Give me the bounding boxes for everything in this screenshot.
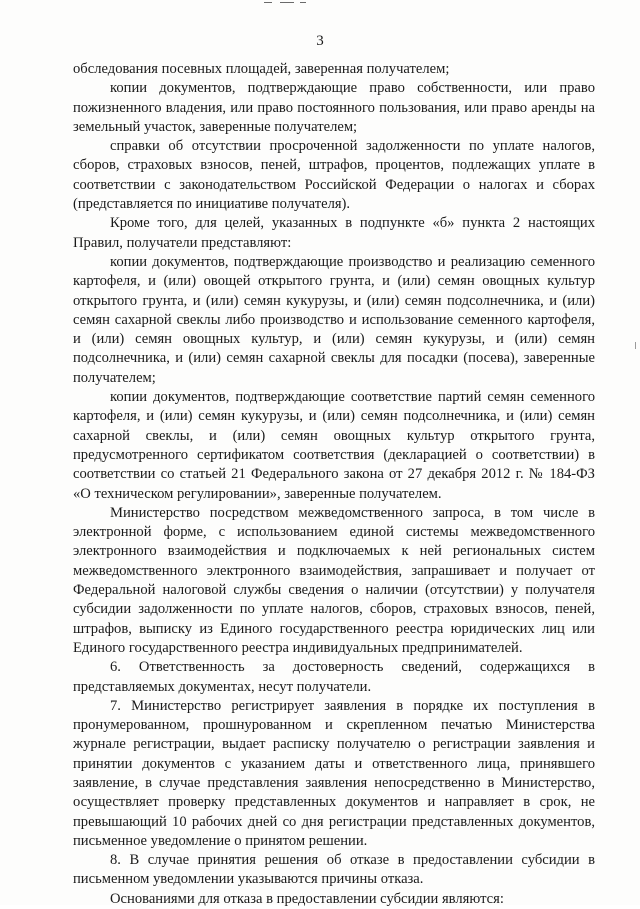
scan-artifact [262, 0, 310, 8]
paragraph-item-8: 8. В случае принятия решения об отказе в предоставлении субсидии в письменном уведомлении указываются причины отказа. [73, 852, 595, 888]
scan-edge-mark [635, 342, 640, 349]
paragraph-interagency-request: Министерство посредством межведомственного запроса, в том числе в электронной форме, с использованием единой системы межведомственного электронного взаимодействия и подключаемых к ней региональных систем межведомственного электронного взаимодействия, запрашивает и получает от Федеральной налоговой службы сведения о наличии (отсутствии) у получателя субсидии задолженности по уплате налогов, сборов, страховых взносов, пеней, штрафов, выписку из Единого государственного реестра юридических лиц или Единого государственного реестра индивидуальных предпринимателей. [73, 504, 595, 656]
paragraph-survey-act: обследования посевных площадей, заверенная получателем; [73, 61, 450, 77]
paragraph-land-rights: копии документов, подтверждающие право собственности, или право пожизненного владения, или право постоянного пользования, или право аренды на земельный участок, заверенные получателем; [73, 80, 595, 135]
paragraph-production-documents: копии документов, подтверждающие производство и реализацию семенного картофеля, и (или) овощей открытого грунта, и (или) семян овощных культур открытого грунта, и (или) семян кукурузы, и (или) семян подсолнечника, и (или) семян сахарной свеклы либо производство и использование семенного картофеля, и (или) семян овощных культур, и (или) семян кукурузы, и (или) семян подсолнечника, и (или) семян сахарной свеклы для посадки (посева), заверенные получателем; [73, 253, 595, 386]
paragraph-refusal-grounds: Основаниями для отказа в предоставлении субсидии являются: [110, 890, 504, 907]
page-number: 3 [316, 33, 324, 49]
paragraph-item-6: 6. Ответственность за достоверность сведений, содержащихся в представляемых документах, несут получатели. [73, 659, 595, 695]
paragraph-conformity-documents: копии документов, подтверждающие соответствие партий семян семенного картофеля, и (или) семян кукурузы, и (или) семян подсолнечника, и (или) семян сахарной свеклы, и (или) семян овощных культур открытого грунта, предусмотренного сертификатом соответствия (декларацией о соответствии) в соответствии со статьей 21 Федерального закона от 27 декабря 2012 г. № 184-ФЗ «О техническом регулировании», заверенные получателем. [73, 389, 595, 502]
document-body [73, 60, 595, 909]
paragraph-tax-certificate: справки об отсутствии просроченной задолженности по уплате налогов, сборов, страховых взносов, пеней, штрафов, процентов, подлежащих уплате в соответствии с законодательством Российской Федерации о налогах и сборах (представляется по инициативе получателя). [73, 138, 595, 213]
paragraph-item-7: 7. Министерство регистрирует заявления в порядке их поступления в пронумерованном, прошнурованном и скрепленном печатью Министерства журнале регистрации, выдает расписку получателю о регистрации заявления и принятии документов с указанием даты и ответственного лица, принявшего заявление, в случае представления заявления непосредственно в Министерство, осуществляет проверку представленных документов и направляет в срок, не превышающий 10 рабочих дней со дня регистрации представленных документов, письменное уведомление о принятом решении. [73, 697, 595, 849]
paragraph-additional-purposes: Кроме того, для целей, указанных в подпункте «б» пункта 2 настоящих Правил, получатели представляют: [73, 215, 595, 251]
